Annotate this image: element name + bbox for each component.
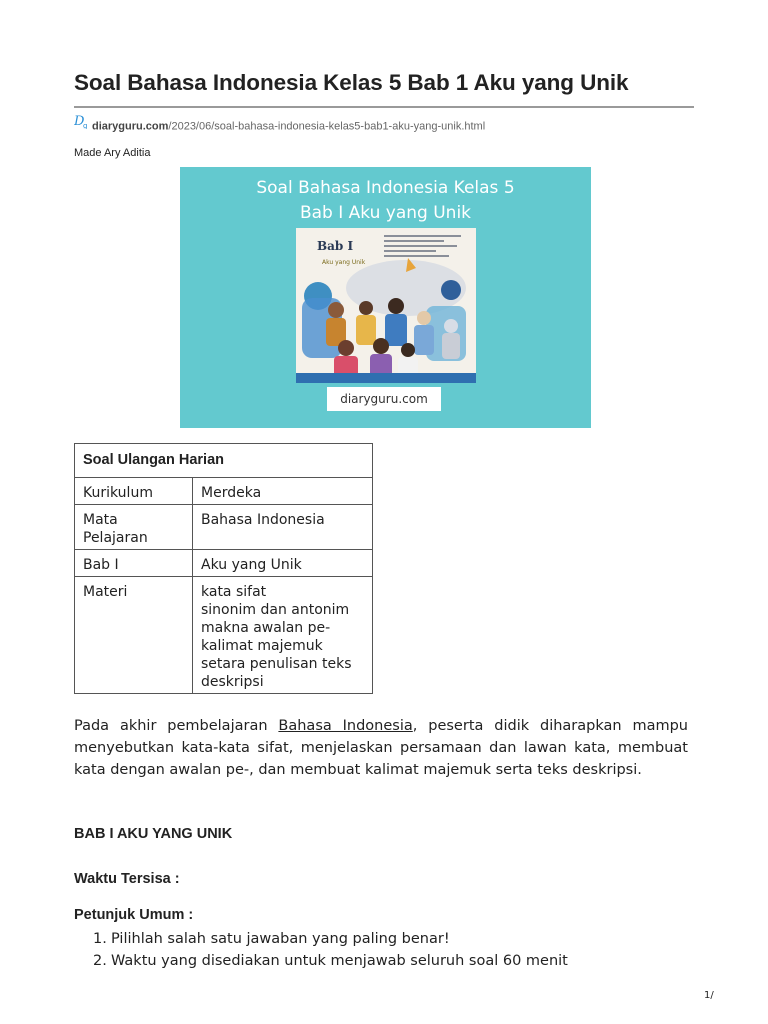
list-item xyxy=(93,950,693,972)
list-item xyxy=(93,928,693,950)
section-title: BAB I AKU YANG UNIK xyxy=(74,826,233,842)
table-cell-value: Aku yang Unik xyxy=(193,550,373,577)
hero-title xyxy=(180,176,591,226)
materi-item: kata sifat xyxy=(201,584,267,600)
source-domain-link[interactable]: diaryguru.com xyxy=(92,120,169,133)
diaryguru-logo-icon xyxy=(74,113,90,140)
table-cell-label: Kurikulum xyxy=(75,478,193,505)
table-cell-label: Bab I xyxy=(75,550,193,577)
title-divider xyxy=(74,106,694,108)
table-header-row xyxy=(75,444,373,478)
book-cover xyxy=(296,228,476,383)
source-line xyxy=(74,113,504,167)
hero-badge: diaryguru.com xyxy=(327,387,441,411)
hero-title-line2: Bab I Aku yang Unik xyxy=(299,203,472,223)
table-row xyxy=(75,478,373,505)
instructions-list xyxy=(93,928,693,972)
intro-text-after: , peserta didik diharapkan mampu menyebutkan kata-kata sifat, menjelaskan persamaan dan lawan kata, membuat kata dengan awalan pe-, dan membuat kalimat majemuk serta teks deskripsi. xyxy=(74,718,688,778)
info-table xyxy=(74,443,373,694)
list-text: Pilihlah salah satu jawaban yang paling benar! xyxy=(111,931,450,947)
intro-text-before: Pada akhir pembelajaran xyxy=(74,718,279,734)
list-text: Waktu yang disediakan untuk menjawab seluruh soal 60 menit xyxy=(111,953,568,969)
intro-paragraph xyxy=(74,715,688,781)
hero-title-line1: Soal Bahasa Indonesia Kelas 5 xyxy=(256,178,515,198)
bahasa-indonesia-link[interactable]: Bahasa Indonesia xyxy=(278,718,413,734)
cover-imprint-lines xyxy=(384,235,470,260)
page-number: 1/ xyxy=(704,990,714,1001)
source-path[interactable]: /2023/06/soal-bahasa-indonesia-kelas5-bab1-aku-yang-unik.html xyxy=(168,120,486,133)
hero-image xyxy=(180,167,591,428)
author-name: Made Ary Aditia xyxy=(74,147,151,160)
table-cell-value: Bahasa Indonesia xyxy=(193,505,373,550)
cover-title: Bab I xyxy=(317,239,354,253)
table-row xyxy=(75,505,373,550)
table-cell-label: Materi xyxy=(75,577,193,694)
svg-text:g: g xyxy=(83,122,88,129)
table-header: Soal Ulangan Harian xyxy=(75,444,373,478)
page-title: Soal Bahasa Indonesia Kelas 5 Bab 1 Aku yang Unik xyxy=(74,70,629,95)
table-cell-value: Merdeka xyxy=(193,478,373,505)
svg-text:D: D xyxy=(74,114,85,129)
time-remaining-label: Waktu Tersisa : xyxy=(74,871,180,887)
cover-subtitle: Aku yang Unik xyxy=(322,259,366,266)
table-row xyxy=(75,550,373,577)
table-cell-label: Mata Pelajaran xyxy=(75,505,193,550)
list-number: 1. xyxy=(93,931,107,947)
materi-item: kalimat majemuk setara penulisan teks deskripsi xyxy=(201,638,352,690)
materi-item: sinonim dan antonim xyxy=(201,602,350,618)
list-number: 2. xyxy=(93,953,107,969)
table-cell-value xyxy=(193,577,373,694)
instructions-title: Petunjuk Umum : xyxy=(74,907,194,923)
table-row xyxy=(75,577,373,694)
materi-item: makna awalan pe- xyxy=(201,620,331,636)
